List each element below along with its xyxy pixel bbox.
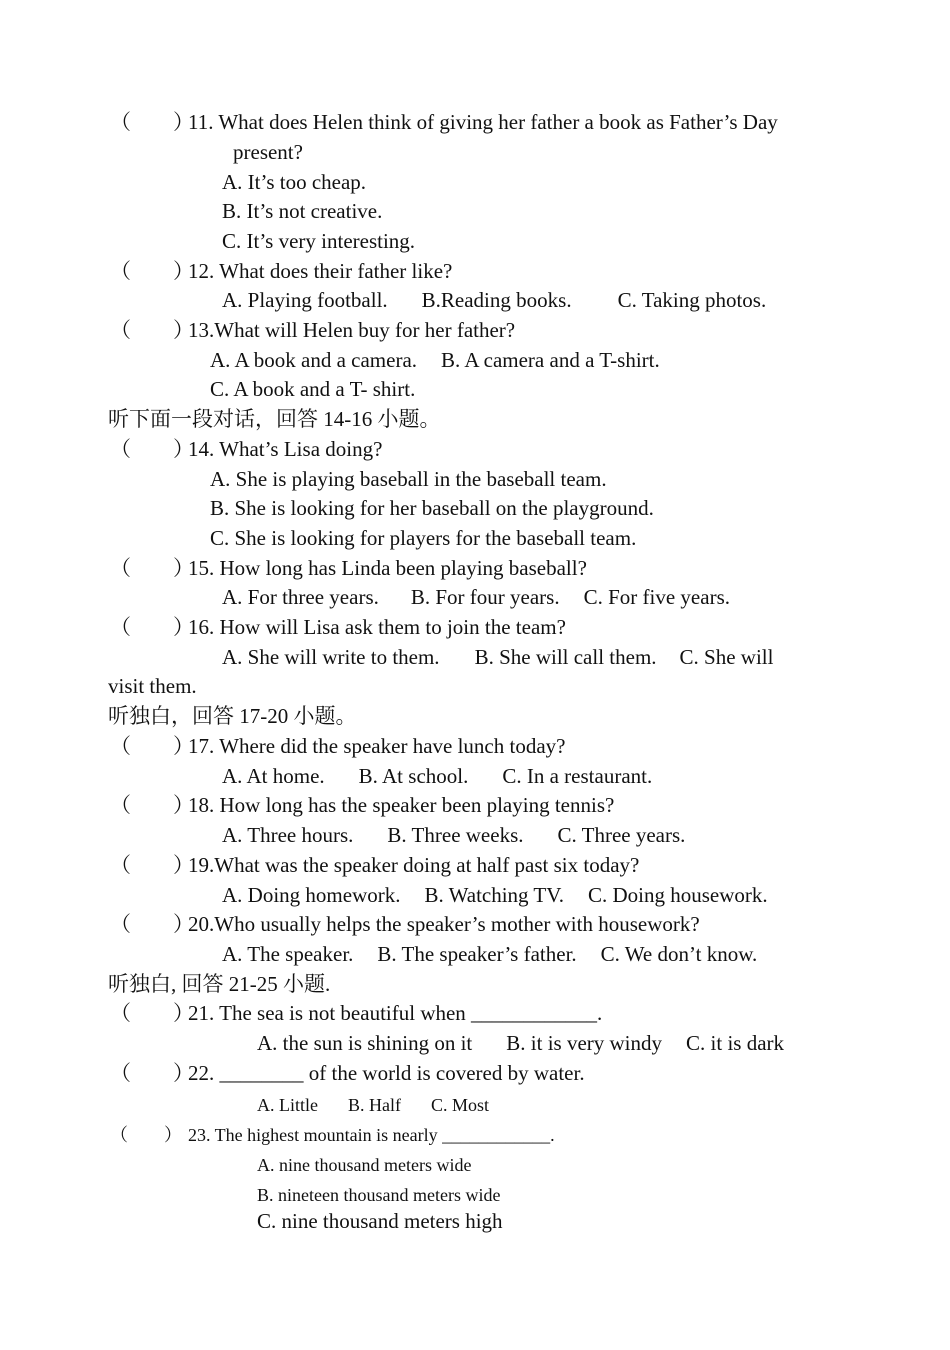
question-stem: 13.What will Helen buy for her father? — [188, 318, 516, 342]
question-stem: 19.What was the speaker doing at half past six today? — [188, 853, 640, 877]
option-a: A. A book and a camera. — [210, 348, 418, 372]
option-a: A. For three years. — [222, 585, 379, 609]
answer-blank[interactable]: （ ） — [110, 318, 194, 342]
answer-blank[interactable]: （ ） — [110, 110, 194, 134]
question-18 — [110, 792, 614, 818]
option-a: A. Doing homework. — [222, 883, 401, 907]
option-a: A. nine thousand meters wide — [257, 1155, 472, 1175]
question-stem: 12. What does their father like? — [188, 259, 453, 283]
question-16 — [110, 614, 566, 640]
answer-blank[interactable]: （ ） — [110, 1061, 194, 1085]
option-c-continued: visit them. — [108, 674, 197, 698]
option-a: A. At home. — [222, 764, 325, 788]
option-b: B. nineteen thousand meters wide — [257, 1185, 501, 1205]
option-b: B. She will call them. — [474, 645, 657, 669]
answer-blank[interactable]: （ ） — [110, 437, 194, 461]
option-c: C. She will — [679, 645, 774, 669]
option-b: B. Three weeks. — [387, 823, 524, 847]
answer-blank[interactable]: （ ） — [110, 793, 194, 817]
section-heading: 听独白, 回答 21-25 小题. — [108, 972, 331, 996]
options-row — [222, 584, 730, 610]
option-a: A. Three hours. — [222, 823, 354, 847]
question-21 — [110, 1000, 602, 1026]
option-a: A. Playing football. — [222, 288, 388, 312]
options-row — [222, 763, 652, 789]
section-heading: 听独白，回答 17-20 小题。 — [108, 704, 357, 728]
question-stem: 16. How will Lisa ask them to join the team? — [188, 615, 566, 639]
option-a: A. She is playing baseball in the baseball team. — [210, 467, 607, 491]
option-c: C. Taking photos. — [617, 288, 767, 312]
option-c: C. A book and a T- shirt. — [210, 377, 416, 401]
options-row — [222, 644, 773, 670]
option-b: B. For four years. — [410, 585, 560, 609]
question-13 — [110, 317, 515, 343]
question-stem: 17. Where did the speaker have lunch today? — [188, 734, 566, 758]
option-c: C. It’s very interesting. — [222, 229, 416, 253]
answer-blank[interactable]: （ ） — [110, 556, 194, 580]
options-row — [222, 287, 766, 313]
question-23 — [110, 1122, 555, 1148]
question-11 — [110, 109, 778, 135]
option-b: B. it is very windy — [506, 1031, 663, 1055]
section-heading: 听下面一段对话，回答 14-16 小题。 — [108, 407, 441, 431]
question-17 — [110, 733, 565, 759]
question-stem: 11. What does Helen think of giving her father a book as Father’s Day — [188, 110, 778, 134]
options-row — [257, 1092, 489, 1118]
options-row — [257, 1030, 784, 1056]
answer-blank[interactable]: （ ） — [110, 615, 194, 639]
option-c: C. Most — [431, 1095, 490, 1115]
option-b: B. She is looking for her baseball on the playground. — [210, 496, 654, 520]
question-12 — [110, 258, 452, 284]
option-a: A. It’s too cheap. — [222, 170, 367, 194]
option-c: C. In a restaurant. — [502, 764, 653, 788]
option-b: B. A camera and a T-shirt. — [441, 348, 660, 372]
option-a: A. the sun is shining on it — [257, 1031, 473, 1055]
options-row — [210, 347, 660, 373]
option-c: C. For five years. — [583, 585, 730, 609]
question-stem-continued: present? — [233, 140, 303, 164]
question-14 — [110, 436, 382, 462]
option-b: B. At school. — [358, 764, 469, 788]
option-b: B. Watching TV. — [424, 883, 564, 907]
answer-blank[interactable]: （ ） — [110, 1001, 194, 1025]
option-a: A. Little — [257, 1095, 318, 1115]
question-stem: 22. ________ of the world is covered by water. — [188, 1061, 585, 1085]
question-stem: 14. What’s Lisa doing? — [188, 437, 383, 461]
option-c: C. it is dark — [686, 1031, 785, 1055]
answer-blank[interactable]: （ ） — [110, 853, 194, 877]
option-b: B. The speaker’s father. — [377, 942, 577, 966]
answer-blank[interactable]: （ ） — [110, 1125, 182, 1145]
question-stem: 21. The sea is not beautiful when ____________. — [188, 1001, 603, 1025]
option-c: C. nine thousand meters high — [257, 1209, 503, 1233]
question-stem: 18. How long has the speaker been playing tennis? — [188, 793, 615, 817]
question-20 — [110, 911, 700, 937]
answer-blank[interactable]: （ ） — [110, 734, 194, 758]
answer-blank[interactable]: （ ） — [110, 912, 194, 936]
option-c: C. We don’t know. — [600, 942, 758, 966]
answer-blank[interactable]: （ ） — [110, 259, 194, 283]
option-a: A. The speaker. — [222, 942, 354, 966]
question-stem: 20.Who usually helps the speaker’s mother with housework? — [188, 912, 700, 936]
options-row — [222, 822, 685, 848]
option-b: B. It’s not creative. — [222, 199, 383, 223]
question-19 — [110, 852, 639, 878]
options-row — [222, 941, 757, 967]
option-c: C. Three years. — [557, 823, 686, 847]
question-22 — [110, 1060, 585, 1086]
option-c: C. She is looking for players for the baseball team. — [210, 526, 637, 550]
question-15 — [110, 555, 587, 581]
question-stem: 15. How long has Linda been playing baseball? — [188, 556, 587, 580]
question-stem: 23. The highest mountain is nearly ____________. — [188, 1125, 555, 1145]
options-row — [222, 882, 768, 908]
option-c: C. Doing housework. — [587, 883, 768, 907]
option-a: A. She will write to them. — [222, 645, 440, 669]
option-b: B. Half — [348, 1095, 401, 1115]
option-b: B.Reading books. — [421, 288, 572, 312]
